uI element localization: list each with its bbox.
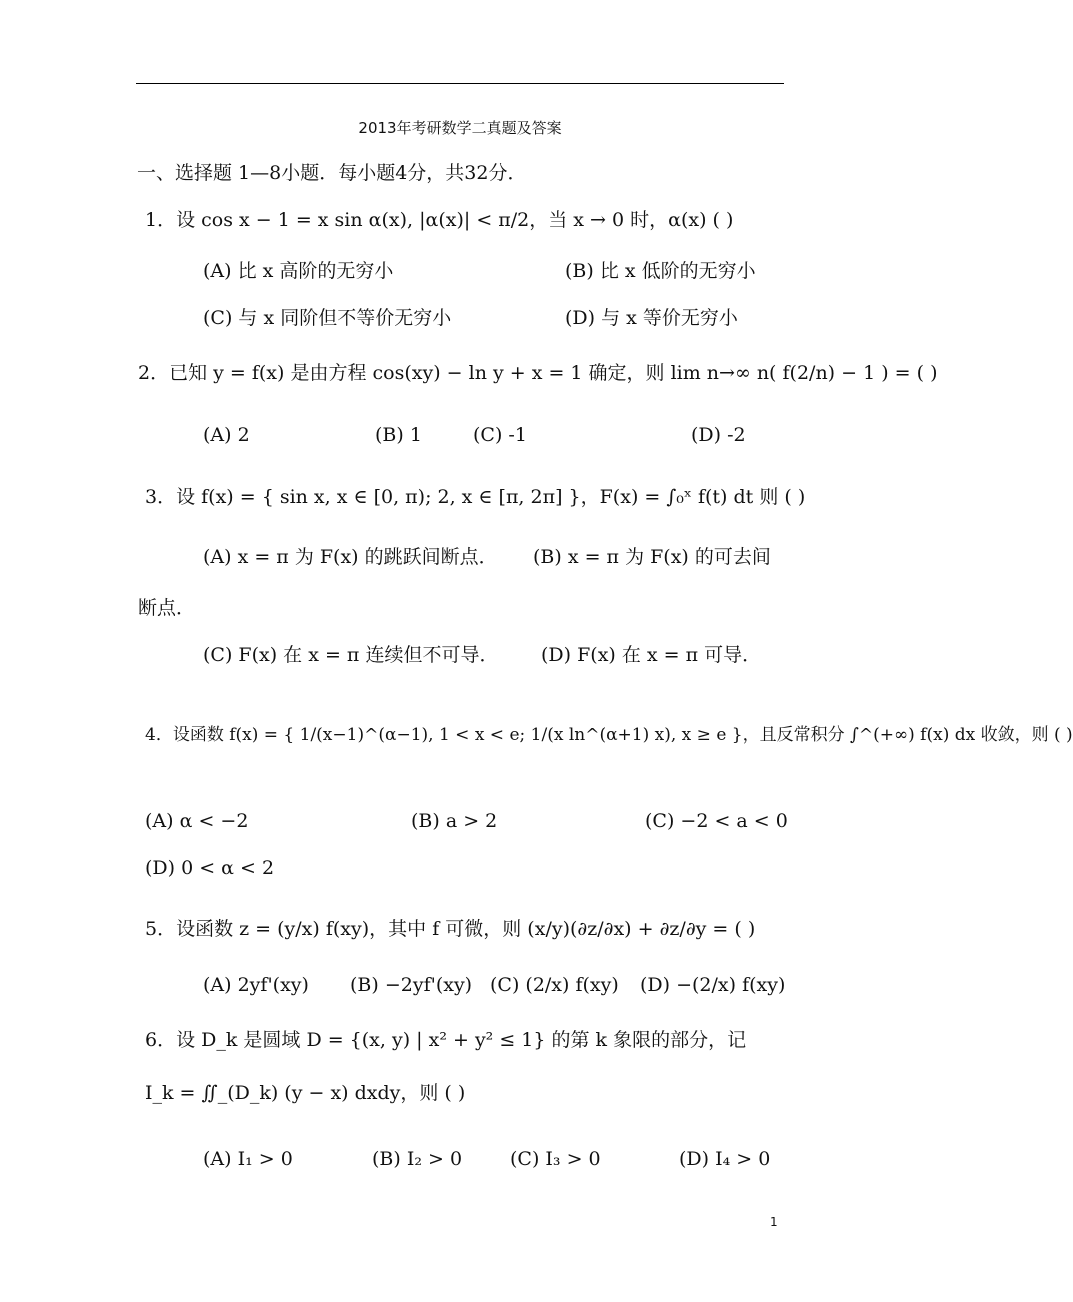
q2-option-d: (D) -2 [691, 424, 746, 446]
q6-stem-cont: I_k = ∬_(D_k) (y − x) dxdy，则 ( ) [145, 1082, 466, 1104]
q3-stem: 3．设 f(x) = { sin x, x ∈ [0, π); 2, x ∈ [π, 2π] }，F(x) = ∫₀ˣ f(t) dt 则 ( ) [145, 486, 806, 508]
q6-option-b: (B) I₂ > 0 [372, 1148, 463, 1170]
q5-option-b: (B) −2yf'(xy) [350, 974, 473, 996]
q6-option-a: (A) I₁ > 0 [203, 1148, 293, 1170]
page-number: 1 [770, 1215, 778, 1229]
q6-option-c: (C) I₃ > 0 [510, 1148, 601, 1170]
doc-title: 2013年考研数学二真题及答案 [358, 119, 562, 137]
q6-stem: 6．设 D_k 是圆域 D = {(x, y) | x² + y² ≤ 1} 的第 k 象限的部分，记 [145, 1029, 747, 1051]
q2-option-c: (C) -1 [473, 424, 527, 446]
q3-option-b-cont: 断点． [138, 597, 196, 619]
q5-option-d: (D) −(2/x) f(xy) [640, 974, 786, 996]
q5-option-a: (A) 2yf'(xy) [203, 974, 309, 996]
q4-option-c: (C) −2 < a < 0 [645, 810, 788, 832]
q1-stem: 1．设 cos x − 1 = x sin α(x), |α(x)| < π/2，当 x → 0 时，α(x) ( ) [145, 209, 734, 231]
q3-option-c: (C) F(x) 在 x = π 连续但不可导． [203, 644, 499, 666]
q4-option-a: (A) α < −2 [145, 810, 249, 832]
q2-option-b: (B) 1 [375, 424, 422, 446]
q1-option-d: (D) 与 x 等价无穷小 [565, 307, 738, 329]
q1-option-c: (C) 与 x 同阶但不等价无穷小 [203, 307, 452, 329]
q5-stem: 5．设函数 z = (y/x) f(xy)，其中 f 可微，则 (x/y)(∂z/∂x) + ∂z/∂y = ( ) [145, 918, 756, 940]
q3-option-a: (A) x = π 为 F(x) 的跳跃间断点． [203, 546, 498, 568]
q3-option-b: (B) x = π 为 F(x) 的可去间 [533, 546, 771, 568]
q2-option-a: (A) 2 [203, 424, 250, 446]
q5-option-c: (C) (2/x) f(xy) [490, 974, 619, 996]
q3-option-d: (D) F(x) 在 x = π 可导． [541, 644, 762, 666]
q4-option-d: (D) 0 < α < 2 [145, 857, 275, 879]
q2-stem: 2．已知 y = f(x) 是由方程 cos(xy) − ln y + x = 1 确定，则 lim n→∞ n( f(2/n) − 1 ) = ( ) [138, 362, 938, 384]
q1-option-a: (A) 比 x 高阶的无穷小 [203, 260, 394, 282]
section-heading: 一、选择题 1—8小题．每小题4分，共32分． [137, 162, 527, 184]
q4-option-b: (B) a > 2 [411, 810, 498, 832]
header-rule [136, 83, 784, 84]
q6-option-d: (D) I₄ > 0 [679, 1148, 771, 1170]
q4-stem: 4．设函数 f(x) = { 1/(x−1)^(α−1), 1 < x < e; 1/(x ln^(α+1) x), x ≥ e }，且反常积分 ∫^(+∞) f(x) dx 收敛，则 ( ) [145, 725, 1073, 745]
q1-option-b: (B) 比 x 低阶的无穷小 [565, 260, 756, 282]
